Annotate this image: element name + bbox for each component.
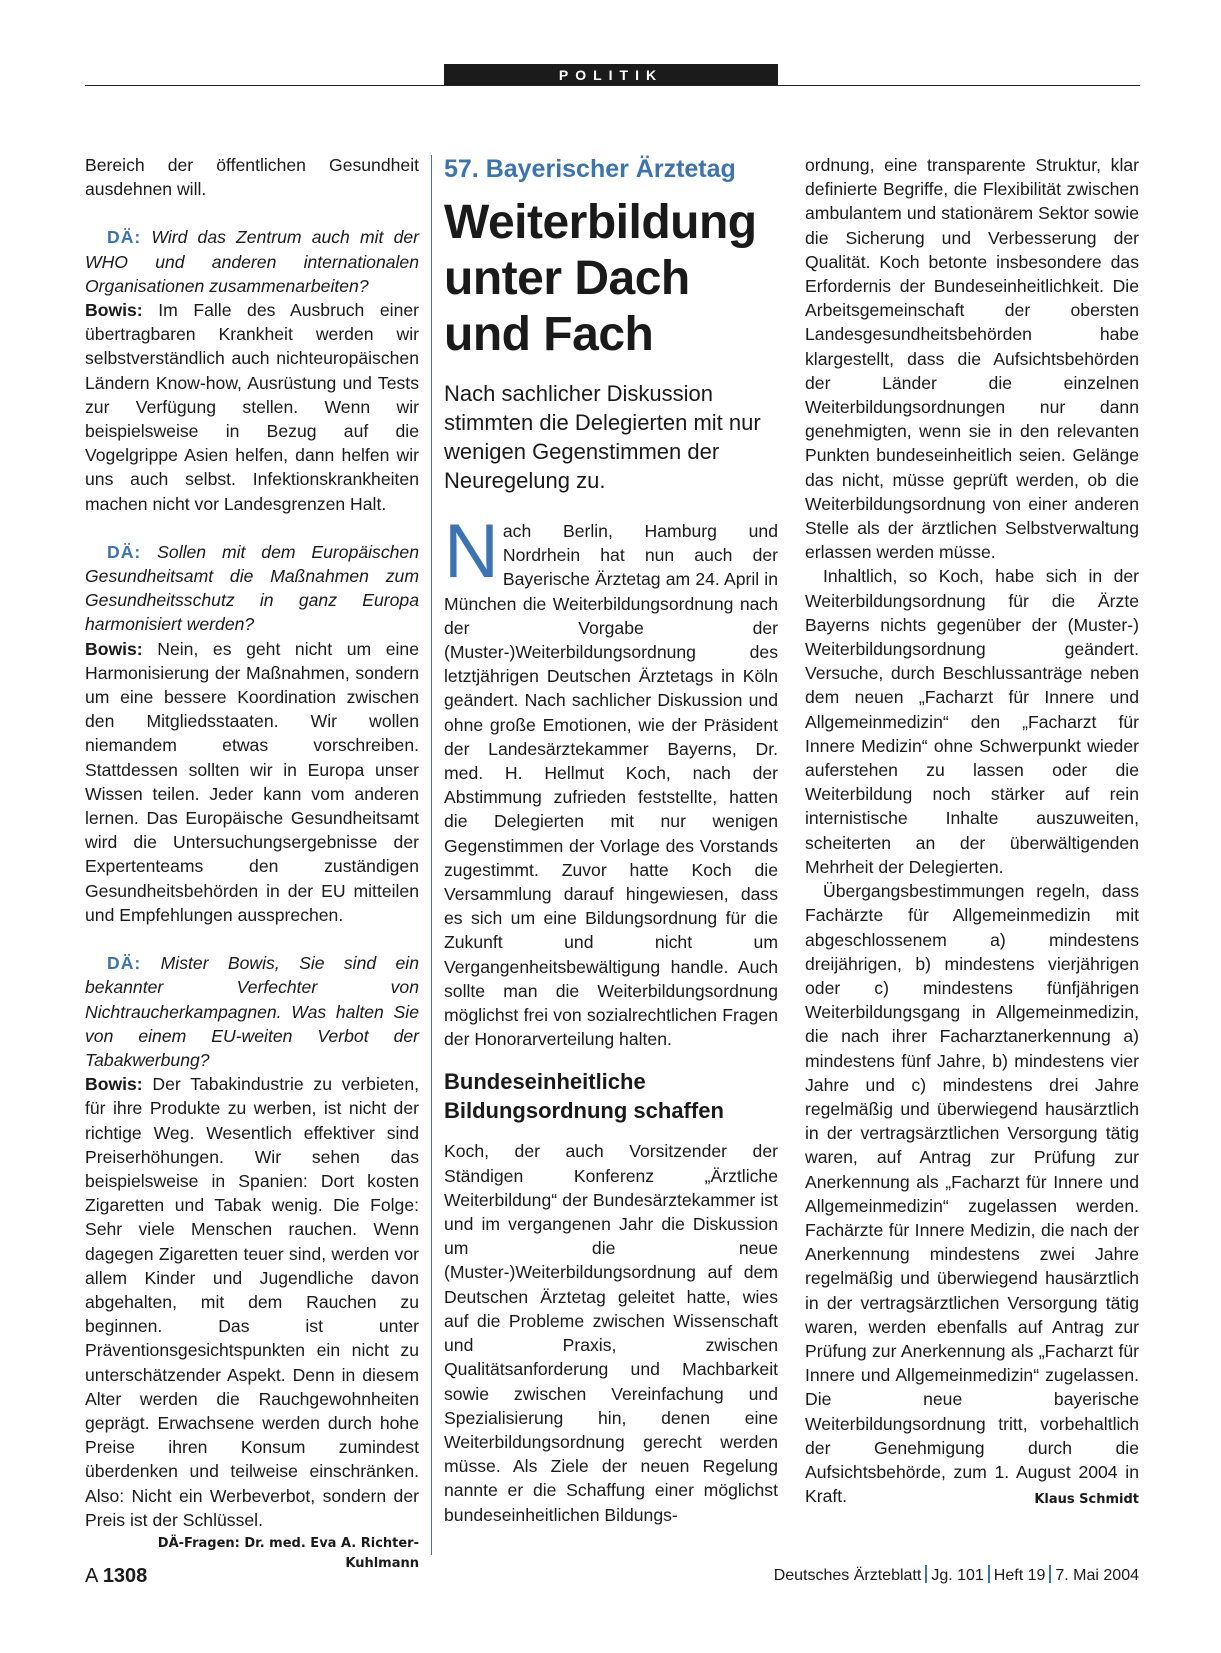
top-rule [85,85,1140,86]
event-kicker: 57. Bayerischer Ärztetag [444,155,736,183]
column-divider [431,155,432,1555]
question-2: DÄ: Sollen mit dem Europäischen Gesundheitsamt die Maßnahmen zum Gesundheitsschutz in ganz Europa harmonisiert werden? [85,541,419,635]
article-paragraph-2: Koch, der auch Vorsitzender der Ständigen Konferenz „Ärztliche Weiterbildung“ der Bundesärztekammer ist und im vergangenen Jahr die Diskussion um die neue (Muster-)Weiterbildungsordnung auf dem Deutschen Ärztetag geleitet hatte, wies auf die Probleme zwischen Wissenschaft und Praxis, zwischen Qualitätsanforderung und Machbarkeit sowie zwischen Vereinfachung und Spezialisierung hin, denen eine Weiterbildungsordnung gerecht werden müsse. Als Ziele der neuen Regelung nannte er die Schaffung einer möglichst bundeseinheitlichen Bildungs- [444,1141,778,1525]
article-paragraph-3: ordnung, eine transparente Struktur, klar definierte Begriffe, die Flexibilität zwischen ambulantem und stationärem Sektor sowie die Sicherung und Verbesserung der Qualität. Koch betonte insbesondere das Erfordernis der Bundeseinheitlichkeit. Die Arbeitsgemeinschaft der obersten Landesgesundheitsbehörden habe klargestellt, dass die Aufsichtsbehörden der Länder die einzelnen Weiterbildungsordnungen nur dann genehmigten, wenn sie in den relevanten Punkten bundeseinheitlich seien. Gelänge das nicht, müsse geprüft werden, ob die Weiterbildungsordnung von einer anderen Stelle als der ärztlichen Selbstverwaltung erlassen werden müsse. [805,155,1139,563]
journal-name: Deutsches Ärzteblatt [773,1567,922,1584]
answer-3: Bowis: Der Tabakindustrie zu verbieten, für ihre Produkte zu werben, ist nicht der richtige Weg. Wesentlich effektiver sind Preiserhöhungen. Wir sehen das beispielsweise in Spanien: Dort kosten Zigaretten und Tabak wenig. Die Folge: Sehr viele Menschen rauchen. Wenn dagegen Zigaretten teuer sind, werden vor allem Kinder und Jugendliche davon abgehalten, mit dem Rauchen zu beginnen. Das ist unter Präventionsgesichtspunkten ein nicht zu unterschätzender Aspekt. Denn in diesem Alter werden die Rauchgewohnheiten geprägt. Erwachsene werden durch hohe Preise ihren Konsum zumindest überdenken und teilweise einschränken. Also: Nicht ein Werbeverbot, sondern der Preis ist der Schlüssel. [85,1074,419,1530]
article-column-1 [444,153,778,1527]
question-1: DÄ: Wird das Zentrum auch mit der WHO und anderen internationalen Organisationen zusammenarbeiten? [85,227,419,296]
journal-volume: Jg. 101 [931,1567,984,1584]
answer-2: Bowis: Nein, es geht nicht um eine Harmonisierung der Maßnahmen, sondern um eine bessere Koordination zwischen den Mitgliedsstaaten. Wir wollen niemandem etwas vorschreiben. Stattdessen sollten wir in Europa unser Wissen teilen. Jeder kann vom anderen lernen. Das Europäische Gesundheitsamt wird die Untersuchungsergebnisse der Expertenteams den zuständigen Gesundheitsbehörden in der EU mitteilen und Empfehlungen aussprechen. [85,638,419,925]
article-paragraph-1: Nach Berlin, Hamburg und Nordrhein hat nun auch der Bayerische Ärztetag am 24. April in München die Weiterbildungsordnung nach der Vorgabe der (Muster-)Weiterbildungsordnung des letztjährigen Deutschen Ärztetags in Köln geändert. Nach sachlicher Diskussion und ohne große Emotionen, wie der Präsident der Landesärztekammer Bayerns, Dr. med. H. Hellmut Koch, nach der Abstimmung zufrieden feststellte, hatten die Delegierten mit nur wenigen Gegenstimmen der Vorlage des Vorstands zugestimmt. Zuvor hatte Koch die Versammlung darauf hingewiesen, dass es sich um eine Bildungsordnung für die Zukunft und nicht um Vergangenheitsbewältigung handle. Auch sollte man die Weiterbildungsordnung möglichst frei von sozialrechtlichen Fragen der Honorarverteilung halten. [444,509,778,1050]
drop-cap: N [444,509,499,594]
article-paragraph-4: Inhaltlich, so Koch, habe sich in der Weiterbildungsordnung für die Ärzte Bayerns nichts gegenüber der (Muster-) Weiterbildungsordnung geändert. Versuche, durch Beschlussanträge neben dem neuen „Facharzt für Innere und Allgemeinmedizin“ den „Facharzt für Innere Medizin“ ohne Schwerpunkt wieder auferstehen zu lassen oder die Weiterbildung noch stärker auf rein internistische Inhalte auszuweiten, scheiterten an der überwältigenden Mehrheit der Delegierten. [805,566,1139,877]
issue-info [774,1565,1139,1585]
footer-separator [925,1565,927,1583]
question-3: DÄ: Mister Bowis, Sie sind ein bekannter Verfechter von Nichtraucherkampagnen. Was halten Sie von einem EU-weiten Verbot der Tabakwerbung? [85,953,420,1070]
answer-1: Bowis: Im Falle des Ausbruch einer übertragbaren Krankheit werden wir selbstverständlich auch nichteuropäischen Ländern Know-how, Ausrüstung und Tests zur Verfügung stellen. Wenn wir beispielsweise in Bezug auf die Vogelgrippe Asien helfen, dann helfen wir uns auch selbst. Infektionskrankheiten machen nicht vor Landesgrenzen Halt. [85,300,419,514]
interview-credit: DÄ-Fragen: Dr. med. Eva A. Richter-Kuhlmann [157,1535,419,1571]
article-headline: Weiterbildung unter Dach und Fach [444,196,757,361]
journal-date: 7. Mai 2004 [1055,1567,1139,1584]
journal-issue: Heft 19 [993,1567,1046,1584]
interview-column [85,153,419,1574]
article-author: Klaus Schmidt [1034,1492,1139,1508]
footer-separator [988,1565,990,1583]
article-lead: Nach sachlicher Diskussion stimmten die Delegierten mit nur wenigen Gegenstimmen der Neuregelung zu. [444,381,761,493]
page-number: A 1308 [85,1565,148,1587]
article-column-2 [805,153,1139,1512]
article-subhead: Bundeseinheitliche Bildungsordnung schaffen [444,1069,724,1124]
section-rubric: POLITIK [444,64,778,86]
article-paragraph-5: Übergangsbestimmungen regeln, dass Fachärzte für Allgemeinmedizin mit abgeschlossenem a) mindestens dreijährigen, b) mindestens vierjährigen oder c) mindestens fünfjährigen Weiterbildungsgang in Allgemeinmedizin, die nach ihrer Facharztanerkennung a) mindestens fünf Jahre, b) mindestens vier Jahre und c) mindestens drei Jahre regelmäßig und überwiegend hausärztlich in der vertragsärztlichen Versorgung tätig waren, auf Antrag zur Prüfung zur Anerkennung als „Facharzt für Innere und Allgemeinmedizin“ zugelassen werden. Fachärzte für Innere Medizin, die nach der Anerkennung mindestens zwei Jahre regelmäßig und überwiegend hausärztlich in der vertragsärztlichen Versorgung tätig waren, werden ebenfalls auf Antrag zur Prüfung zur Anerkennung als „Facharzt für Innere und Allgemeinmedizin“ zugelassen. Die neue bayerische Weiterbildungsordnung tritt, vorbehaltlich der Genehmigung durch die Aufsichtsbehörde, zum 1. August 2004 in Kraft. Klaus Schmidt [805,879,1139,1508]
footer-separator [1049,1565,1051,1583]
intro-paragraph: Bereich der öffentlichen Gesundheit ausdehnen will. [85,155,419,200]
